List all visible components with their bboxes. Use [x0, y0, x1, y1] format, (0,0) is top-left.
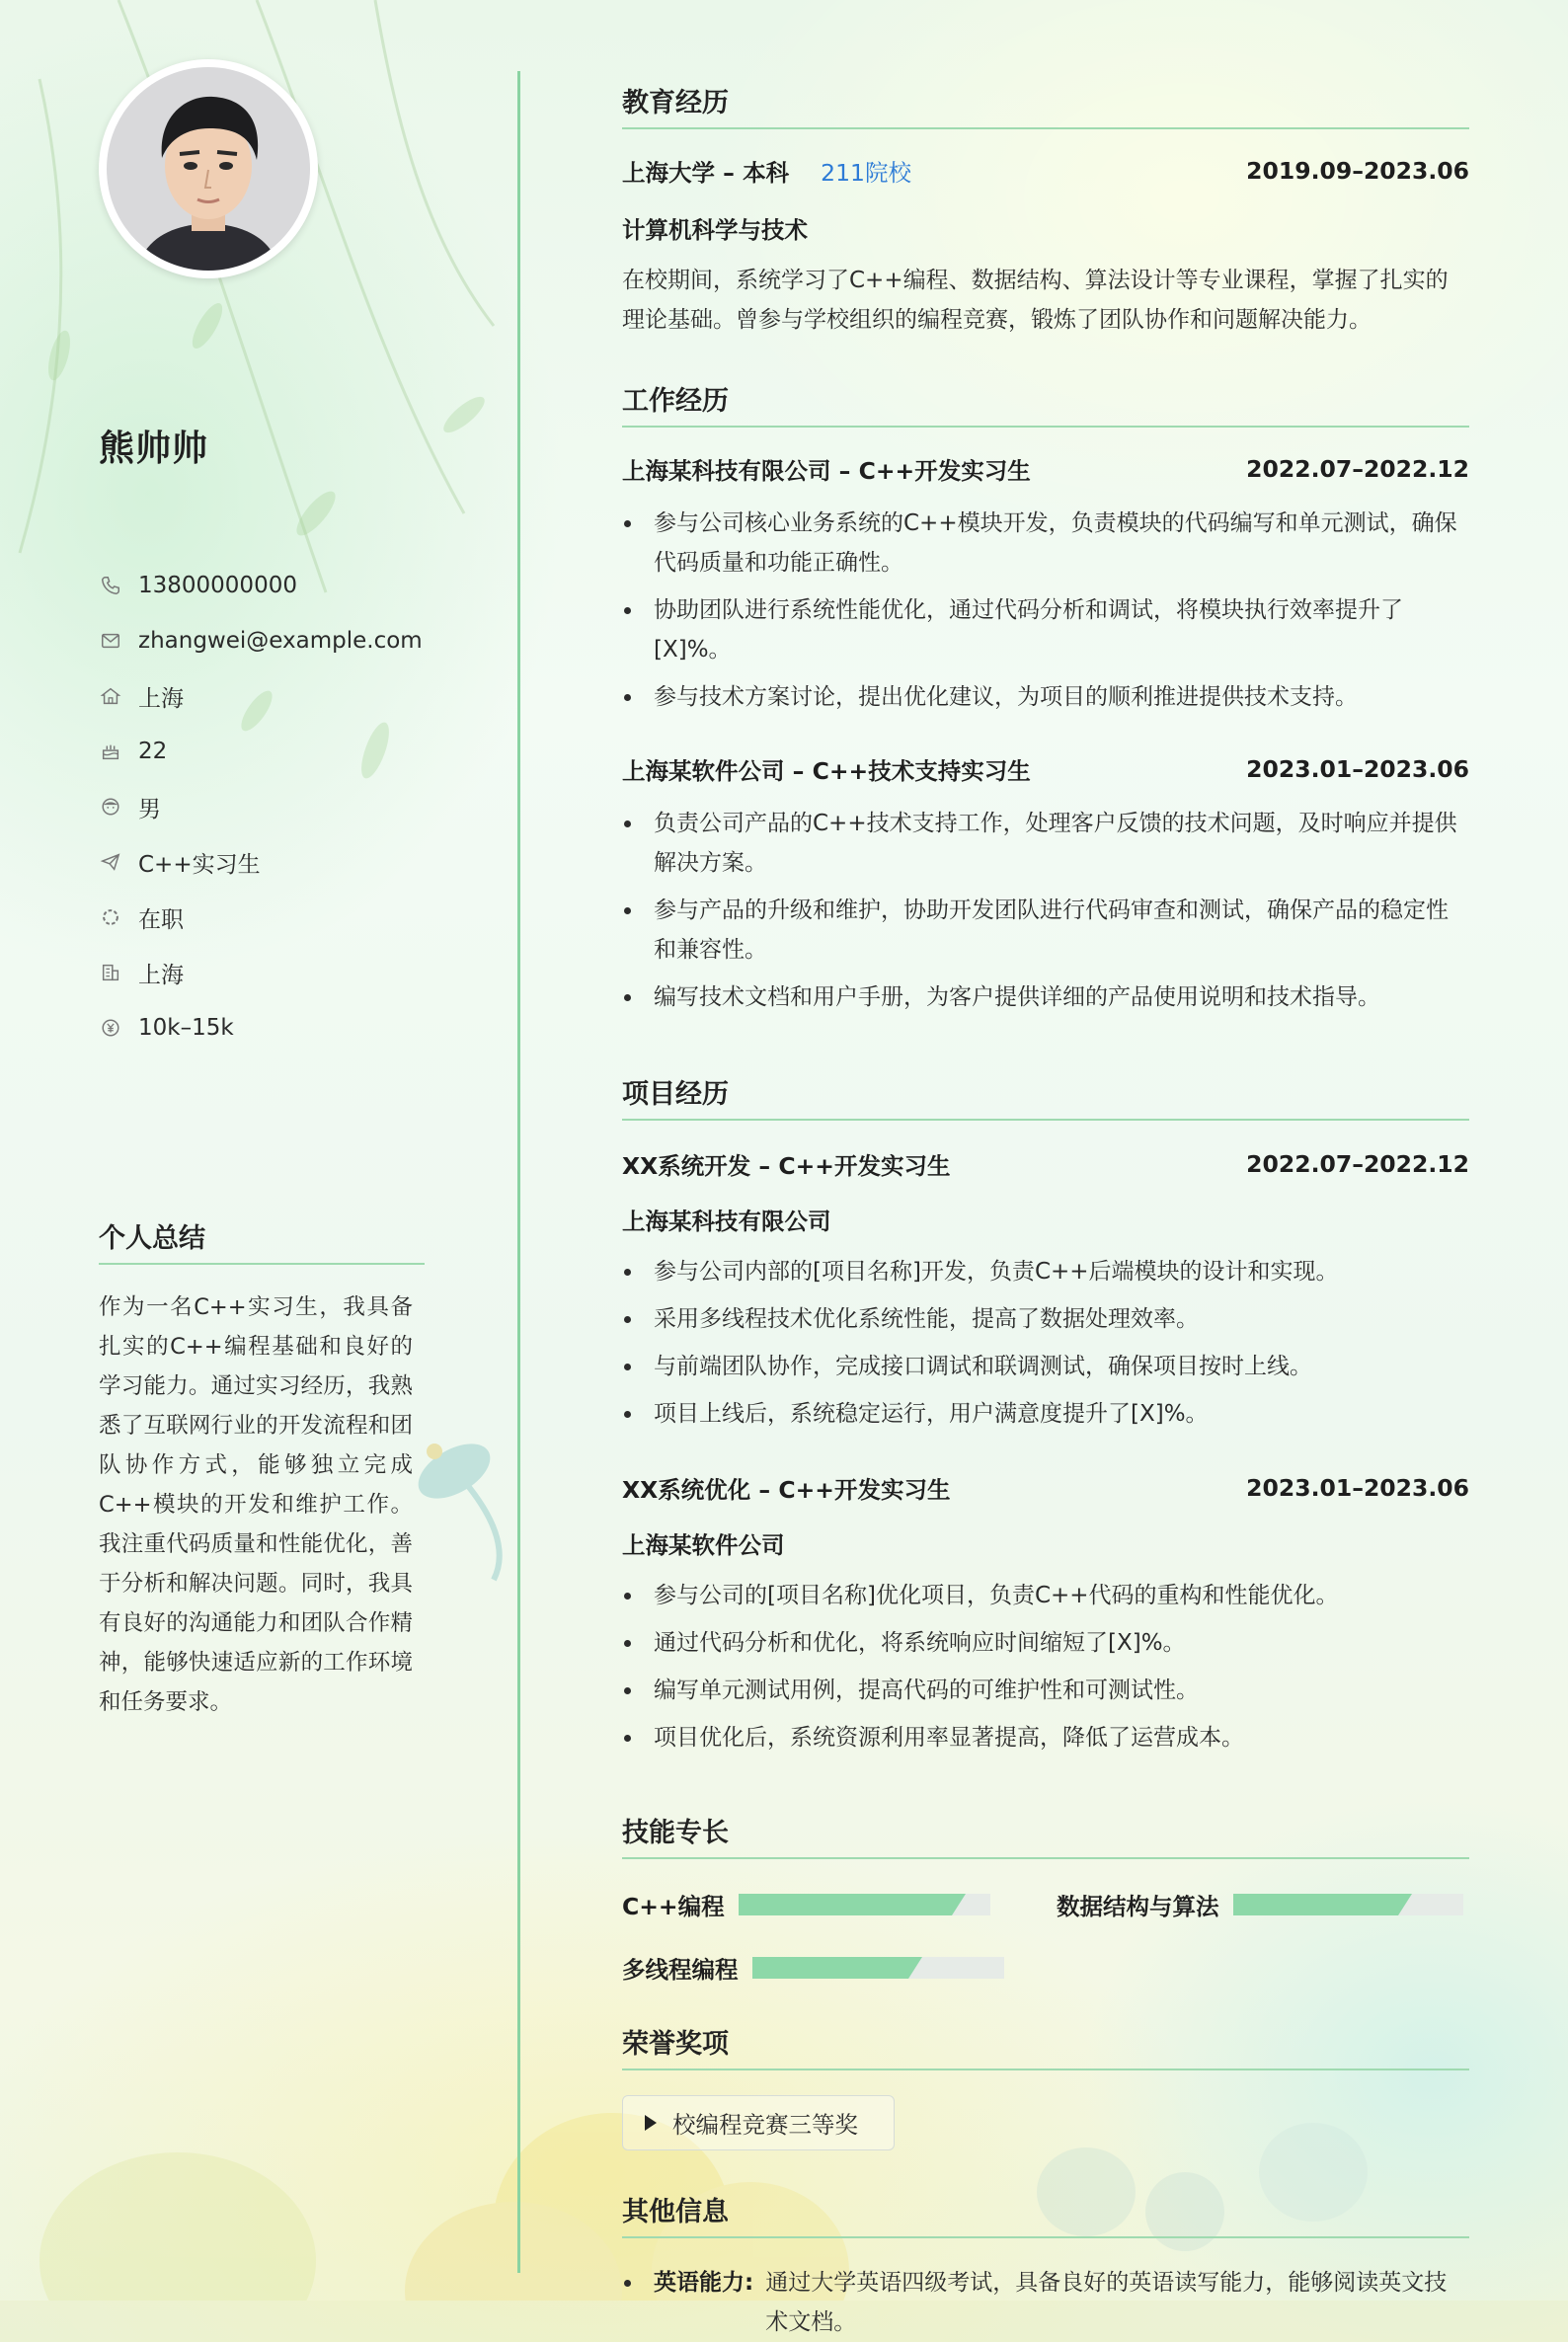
- list-item: 项目优化后，系统资源利用率显著提高，降低了运营成本。: [622, 1718, 1469, 1757]
- skill-bar-fill: [1233, 1894, 1399, 1915]
- info-salary-text: 10k–15k: [138, 1015, 234, 1041]
- skill-item: [622, 1888, 990, 1921]
- skill-item: [1057, 1888, 1463, 1921]
- building-icon: [99, 961, 122, 984]
- education-desc: 在校期间，系统学习了C++编程、数据结构、算法设计等专业课程，掌握了扎实的理论基础。曾参与学校组织的编程竞赛，锻炼了团队协作和问题解决能力。: [622, 268, 1449, 333]
- project-heading: XX系统优化 – C++开发实习生: [622, 1476, 951, 1504]
- honor-label: 校编程竞赛三等奖: [672, 2111, 858, 2139]
- skill-name: 多线程编程: [622, 1956, 739, 1984]
- job-date: 2022.07–2022.12: [1246, 455, 1469, 483]
- education-title: 教育经历: [622, 81, 1469, 129]
- info-city-text: 上海: [138, 962, 184, 988]
- honor-item[interactable]: [622, 2095, 895, 2150]
- summary-title: 个人总结: [99, 1216, 425, 1265]
- skill-bar-fill: [739, 1894, 953, 1915]
- info-salary: [99, 1000, 423, 1055]
- education-major: 计算机科学与技术: [622, 216, 808, 244]
- list-item: 参与公司内部的[项目名称]开发，负责C++后端模块的设计和实现。: [622, 1252, 1469, 1291]
- status-icon: [99, 905, 122, 929]
- info-gender-text: 男: [138, 796, 161, 822]
- info-phone: [99, 558, 423, 613]
- project-date: 2022.07–2022.12: [1246, 1150, 1469, 1178]
- skills-title: 技能专长: [622, 1811, 1469, 1859]
- info-email: [99, 613, 423, 668]
- info-age-text: 22: [138, 739, 168, 764]
- project-heading: XX系统开发 – C++开发实习生: [622, 1152, 951, 1180]
- list-item: 通过代码分析和优化，将系统响应时间缩短了[X]%。: [622, 1623, 1469, 1663]
- list-item: [622, 2263, 1469, 2342]
- list-item: 参与技术方案讨论，提出优化建议，为项目的顺利推进提供技术支持。: [622, 677, 1469, 717]
- project-row: [622, 1471, 1469, 1505]
- education-row: [622, 154, 1469, 188]
- project-bullets: [622, 1576, 1469, 1765]
- projects-title: 项目经历: [622, 1072, 1469, 1121]
- info-status: [99, 890, 423, 945]
- mail-icon: [99, 629, 122, 653]
- education-school: 上海大学 – 本科: [622, 159, 790, 187]
- contact-info-list: [99, 558, 423, 1055]
- info-location: [99, 668, 423, 724]
- other-list: [622, 2263, 1469, 2342]
- skill-name: 数据结构与算法: [1057, 1893, 1219, 1920]
- job-row: [622, 452, 1469, 486]
- expand-triangle-icon[interactable]: [645, 2115, 657, 2131]
- project-company: 上海某科技有限公司: [622, 1208, 831, 1235]
- home-icon: [99, 684, 122, 708]
- list-item: 采用多线程技术优化系统性能，提高了数据处理效率。: [622, 1299, 1469, 1339]
- face-icon: [99, 795, 122, 819]
- candidate-name: 熊帅帅: [99, 429, 209, 469]
- list-item: 编写技术文档和用户手册，为客户提供详细的产品使用说明和技术指导。: [622, 977, 1469, 1017]
- list-item: 参与公司核心业务系统的C++模块开发，负责模块的代码编写和单元测试，确保代码质量和功能正确性。: [622, 504, 1469, 583]
- project-company: 上海某软件公司: [622, 1531, 785, 1559]
- work-title: 工作经历: [622, 379, 1469, 428]
- portrait-photo: [107, 67, 310, 271]
- list-item: 编写单元测试用例，提高代码的可维护性和可测试性。: [622, 1671, 1469, 1710]
- job-bullets: [622, 504, 1469, 725]
- job-heading: 上海某软件公司 – C++技术支持实习生: [622, 757, 1031, 785]
- skill-bar: [752, 1957, 1004, 1979]
- education-date: 2019.09–2023.06: [1246, 157, 1469, 185]
- info-phone-text: 13800000000: [138, 573, 297, 598]
- send-icon: [99, 850, 122, 874]
- skill-bar: [1233, 1894, 1463, 1915]
- info-position: [99, 834, 423, 890]
- other-title: 其他信息: [622, 2190, 1469, 2238]
- job-date: 2023.01–2023.06: [1246, 755, 1469, 783]
- skill-bar-fill: [752, 1957, 908, 1979]
- skill-item: [622, 1951, 1004, 1985]
- job-row: [622, 752, 1469, 786]
- list-item: 协助团队进行系统性能优化，通过代码分析和调试，将模块执行效率提升了[X]%。: [622, 590, 1469, 669]
- education-tag: 211院校: [821, 159, 911, 187]
- info-city: [99, 945, 423, 1000]
- project-row: [622, 1147, 1469, 1181]
- other-text: 通过大学英语四级考试，具备良好的英语读写能力，能够阅读英文技术文档。: [765, 2270, 1448, 2335]
- skill-name: C++编程: [622, 1893, 725, 1920]
- honors-title: 荣誉奖项: [622, 2022, 1469, 2070]
- project-date: 2023.01–2023.06: [1246, 1474, 1469, 1502]
- job-heading: 上海某科技有限公司 – C++开发实习生: [622, 457, 1031, 485]
- salary-icon: [99, 1016, 122, 1040]
- summary-text: 作为一名C++实习生，我具备扎实的C++编程基础和良好的学习能力。通过实习经历，我熟悉了互联网行业的开发流程和团队协作方式，能够独立完成C++模块的开发和维护工作。我注重代码质量和性能优化，善于分析和解决问题。同时，我具有良好的沟通能力和团队合作精神，能够快速适应新的工作环境和任务要求。: [99, 1294, 413, 1715]
- cake-icon: [99, 740, 122, 763]
- list-item: 项目上线后，系统稳定运行，用户满意度提升了[X]%。: [622, 1394, 1469, 1434]
- info-location-text: 上海: [138, 685, 184, 712]
- avatar: [99, 59, 318, 278]
- phone-icon: [99, 574, 122, 597]
- list-item: 与前端团队协作，完成接口调试和联调测试，确保项目按时上线。: [622, 1347, 1469, 1386]
- project-bullets: [622, 1252, 1469, 1442]
- info-age: [99, 724, 423, 779]
- list-item: 参与产品的升级和维护，协助开发团队进行代码审查和测试，确保产品的稳定性和兼容性。: [622, 891, 1469, 970]
- list-item: 负责公司产品的C++技术支持工作，处理客户反馈的技术问题，及时响应并提供解决方案。: [622, 804, 1469, 883]
- info-status-text: 在职: [138, 906, 184, 933]
- column-divider: [517, 71, 520, 2273]
- skill-bar: [739, 1894, 990, 1915]
- other-label: 英语能力:: [654, 2270, 754, 2296]
- list-item: 参与公司的[项目名称]优化项目，负责C++代码的重构和性能优化。: [622, 1576, 1469, 1615]
- info-gender: [99, 779, 423, 834]
- job-bullets: [622, 804, 1469, 1025]
- info-email-text: zhangwei@example.com: [138, 628, 423, 654]
- info-position-text: C++实习生: [138, 851, 261, 878]
